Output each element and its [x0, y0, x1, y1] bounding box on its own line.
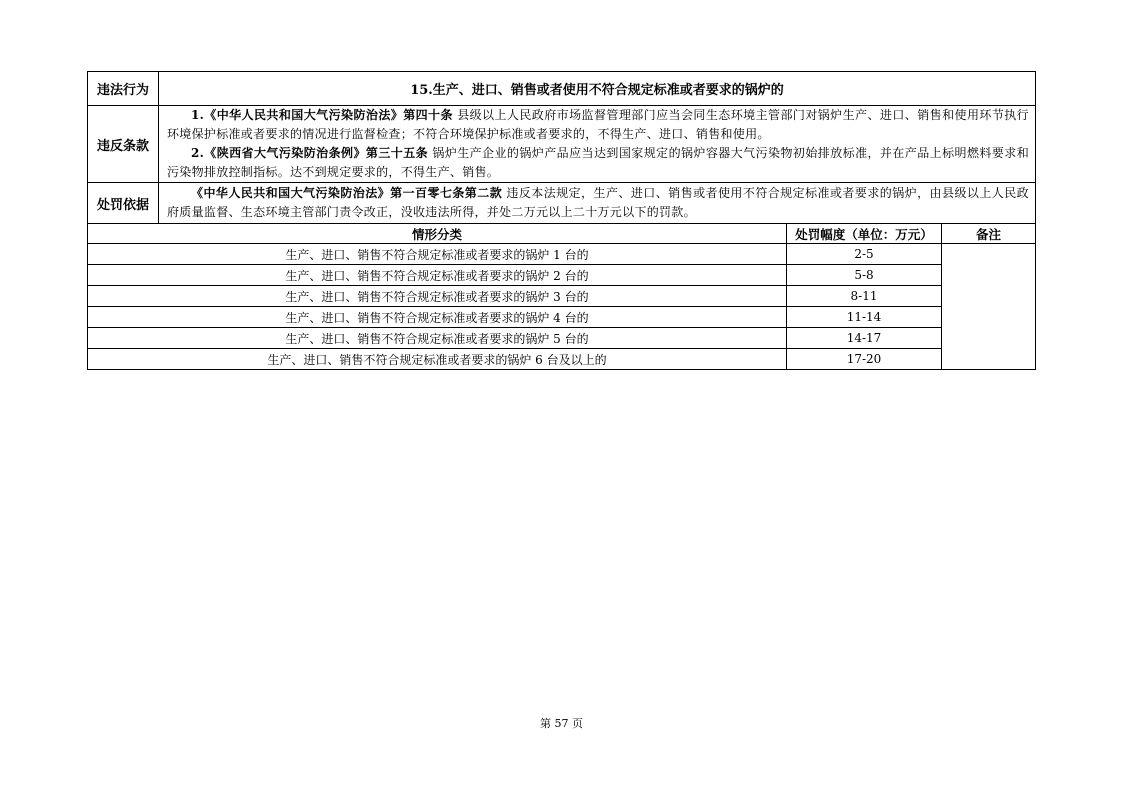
situation-cell: 生产、进口、销售不符合规定标准或者要求的锅炉 5 台的 — [88, 328, 787, 349]
range-cell: 17-20 — [787, 349, 942, 370]
page-number: 第 57 页 — [540, 717, 583, 730]
situation-cell: 生产、进口、销售不符合规定标准或者要求的锅炉 2 台的 — [88, 265, 787, 286]
penalty-basis-content — [159, 183, 1036, 224]
table-row — [88, 328, 1036, 349]
clause-ref: 1.《中华人民共和国大气污染防治法》第四十条 — [191, 108, 453, 122]
violated-clauses-row — [88, 106, 1036, 183]
clause-text: 县级以上人民政府市场监督管理部门应当会同生态环境主管部门对锅炉生产、进口、销售和使用环节执行环境保护标准或者要求的情况进行监督检查；不符合环境保护标准或者要求的，不得生产、进口、销售和使用。 — [167, 108, 1029, 141]
clause-ref: 2.《陕西省大气污染防治条例》第三十五条 — [191, 146, 429, 160]
violation-row — [88, 72, 1036, 106]
penalty-basis-label: 处罚依据 — [88, 183, 159, 224]
situation-header: 情形分类 — [88, 224, 787, 244]
table-row — [88, 265, 1036, 286]
penalty-table — [87, 71, 1036, 370]
table-row — [88, 244, 1036, 265]
penalty-basis-row — [88, 183, 1036, 224]
range-cell: 2-5 — [787, 244, 942, 265]
range-cell: 14-17 — [787, 328, 942, 349]
remark-header: 备注 — [942, 224, 1036, 244]
clause-text: 锅炉生产企业的锅炉产品应当达到国家规定的锅炉容器大气污染物初始排放标准，并在产品上标明燃料要求和污染物排放控制指标。达不到规定要求的，不得生产、销售。 — [167, 146, 1030, 179]
remark-cell — [942, 244, 1036, 370]
violation-title: 15.生产、进口、销售或者使用不符合规定标准或者要求的锅炉的 — [159, 72, 1036, 106]
situation-cell: 生产、进口、销售不符合规定标准或者要求的锅炉 1 台的 — [88, 244, 787, 265]
situation-cell: 生产、进口、销售不符合规定标准或者要求的锅炉 4 台的 — [88, 307, 787, 328]
situation-cell: 生产、进口、销售不符合规定标准或者要求的锅炉 6 台及以上的 — [88, 349, 787, 370]
violated-clauses-label: 违反条款 — [88, 106, 159, 183]
range-header: 处罚幅度（单位：万元） — [787, 224, 942, 244]
violation-label: 违法行为 — [88, 72, 159, 106]
range-cell: 8-11 — [787, 286, 942, 307]
clause-item — [159, 106, 1035, 144]
table-row — [88, 307, 1036, 328]
penalty-basis-ref: 《中华人民共和国大气污染防治法》第一百零七条第二款 — [191, 186, 503, 200]
range-cell: 11-14 — [787, 307, 942, 328]
table-row — [88, 349, 1036, 370]
violated-clauses-content — [159, 106, 1036, 183]
table-header-row — [88, 224, 1036, 244]
situation-cell: 生产、进口、销售不符合规定标准或者要求的锅炉 3 台的 — [88, 286, 787, 307]
penalty-basis-text: 违反本法规定，生产、进口、销售或者使用不符合规定标准或者要求的锅炉，由县级以上人民政府质量监督、生态环境主管部门责令改正，没收违法所得，并处二万元以上二十万元以下的罚款。 — [167, 186, 1029, 219]
penalty-basis-item — [159, 184, 1035, 222]
table-row — [88, 286, 1036, 307]
range-cell: 5-8 — [787, 265, 942, 286]
clause-item — [159, 144, 1035, 182]
